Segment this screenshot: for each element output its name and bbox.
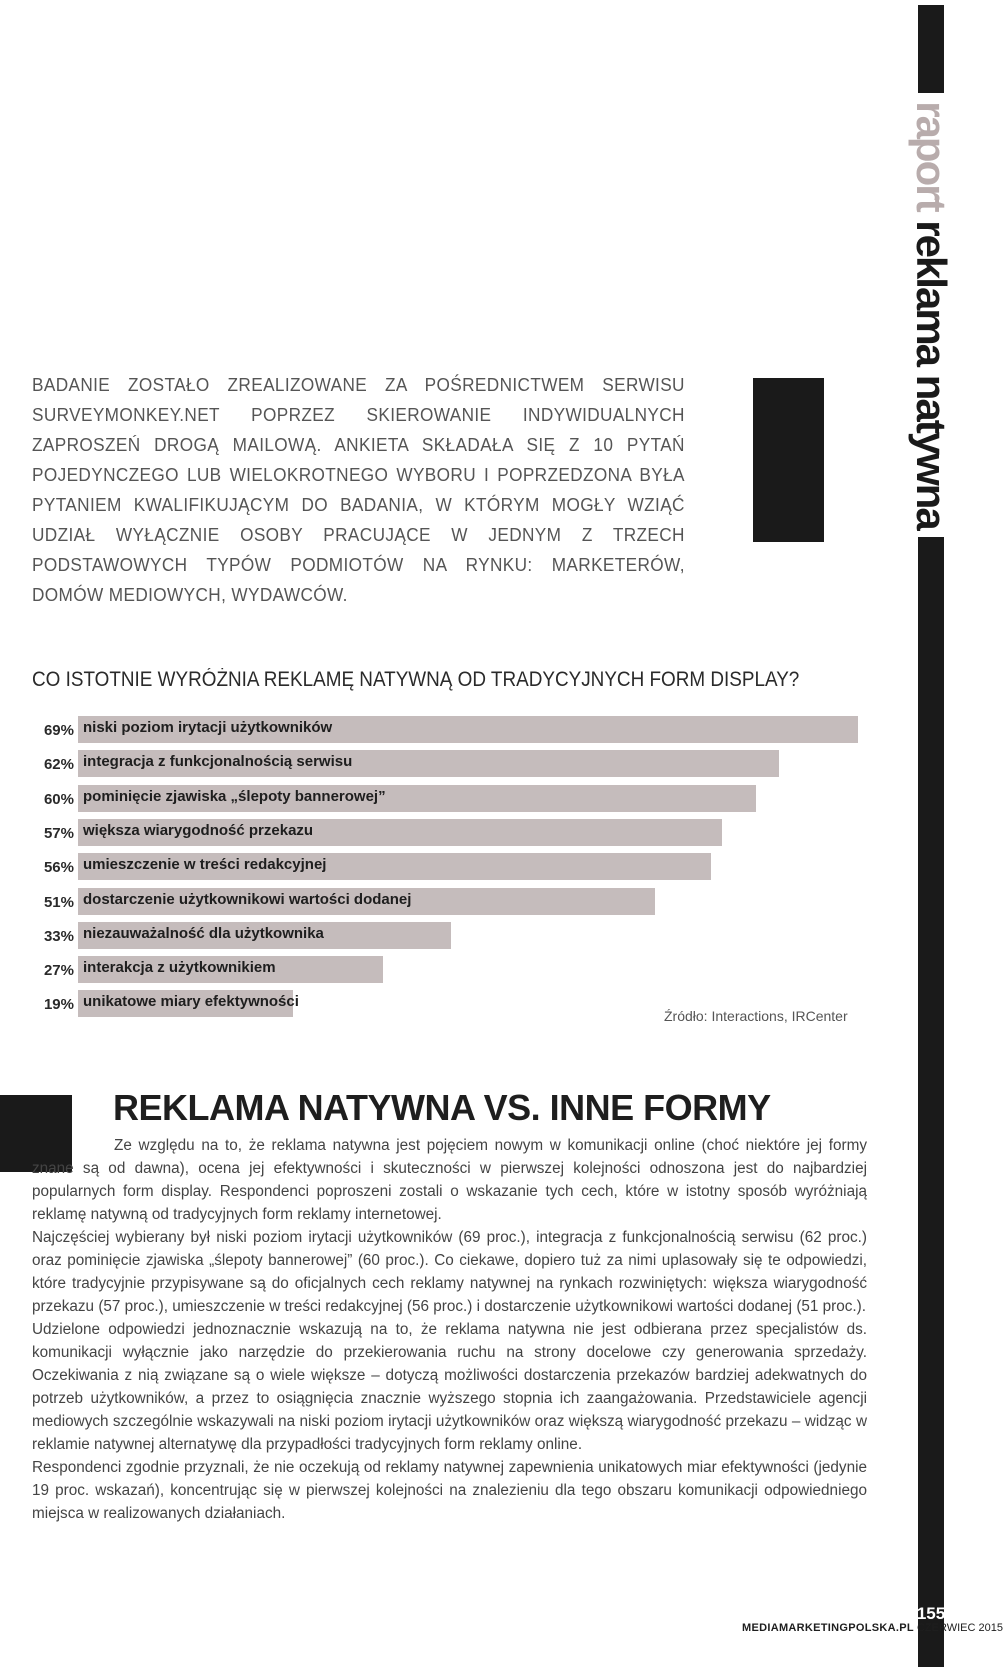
decorative-block	[753, 378, 824, 542]
bar-value-label: 33%	[43, 927, 74, 945]
chart-source: Źródło: Interactions, IRCenter	[664, 1008, 848, 1024]
bar-category-label: niski poziom irytacji użytkowników	[83, 719, 333, 736]
article-paragraph: Udzielone odpowiedzi jednoznacznie wskazują na to, że reklama natywna nie jest odbierana przez specjalistów ds. komunikacji wyłącznie jako narzędzie do przekierowania ruchu na strony docelowe czy generowania sprzedaży. Oczekiwania z nią związane są o wiele większe – dotyczą możliwości dostarczenia przekazów bardziej adekwatnych do potrzeb użytkowników, a przez to osiągnięcia znacznie wyższego stopnia ich zaangażowania. Przedstawiciele agencji mediowych szczególnie wskazywali na niski poziom irytacji użytkowników oraz większą wiarygodność przekazu – widząc w reklamie natywnej alternatywę dla przypadłości tradycyjnych form reklamy online.	[32, 1321, 867, 1453]
article-paragraph: Najczęściej wybierany był niski poziom irytacji użytkowników (69 proc.), integracja z funkcjonalnością serwisu (62 proc.) oraz pominięcie zjawiska „ślepoty bannerowej” (60 proc.). Co ciekawe, dopiero tuż za nimi uplasowały się te odpowiedzi, które tradycyjnie przypisywane są do oficjalnych cech reklamy natywnej na rynkach rozwiniętych: większa wiarygodność przekazu (57 proc.), umieszczenie w treści redakcyjnej (56 proc.) i dostarczenie użytkownikowi wartości dodanej (51 proc.).	[32, 1229, 867, 1315]
side-strip-bottom	[918, 537, 944, 1667]
section-label-topic: reklama natywna	[908, 220, 955, 529]
article-paragraph: Respondenci zgodnie przyznali, że nie oczekują od reklamy natywnej zapewnienia unikatowych miar efektywności (jedynie 19 proc. wskazań), koncentrując się w pierwszej kolejności na znalezieniu dla tego obszaru komunikacji odpowiedniego miejsca w realizowanych działaniach.	[32, 1459, 867, 1522]
bar-value-label: 19%	[43, 996, 74, 1014]
bar-category-label: umieszczenie w treści redakcyjnej	[83, 856, 327, 874]
bar-category-label: interakcja z użytkownikiem	[83, 959, 276, 977]
footer-date: CZERWIEC 2015	[916, 1622, 1003, 1634]
bar-value-label: 51%	[43, 893, 74, 911]
bar-value-label: 27%	[43, 962, 74, 980]
bar-category-label: unikatowe miary efektywności	[83, 993, 299, 1011]
section-label-vertical	[908, 95, 955, 535]
article-heading: REKLAMA NATYWNA VS. INNE FORMY	[113, 1087, 771, 1128]
page-number: 155	[916, 1604, 946, 1623]
side-strip-top	[918, 5, 944, 93]
bar-category-label: pominięcie zjawiska „ślepoty bannerowej”	[83, 787, 386, 805]
bar-value-label: 62%	[43, 756, 74, 774]
bar-value-label: 60%	[43, 790, 74, 808]
bar-value-label: 56%	[43, 859, 74, 877]
footer-site: MEDIAMARKETINGPOLSKA.PL	[742, 1622, 914, 1634]
methodology-note: BADANIE ZOSTAŁO ZREALIZOWANE ZA POŚREDNICTWEM SERWISU SURVEYMONKEY.NET POPRZEZ SKIEROWANIE INDYWIDUALNYCH ZAPROSZEŃ DROGĄ MAILOWĄ. ANKIETA SKŁADAŁA SIĘ Z 10 PYTAŃ POJEDYNCZEGO LUB WIELOKROTNEGO WYBORU I POPRZEDZONA BYŁA PYTANIEM KWALIFIKUJĄCYM DO BADANIA, W KTÓRYM MOGŁY WZIĄĆ UDZIAŁ WYŁĄCZNIE OSOBY PRACUJĄCE W JEDNYM Z TRZECH PODSTAWOWYCH TYPÓW PODMIOTÓW NA RYNKU: MARKETERÓW, DOMÓW MEDIOWYCH, WYDAWCÓW.	[32, 374, 685, 605]
bar-category-label: większa wiarygodność przekazu	[83, 821, 314, 839]
article-paragraph-text: Ze względu na to, że reklama natywna jest pojęciem nowym w komunikacji online (choć niektóre jej formy znane są od dawna), ocena jej efektywności i skuteczności w pierwszej kolejności odnoszona jest do najbardziej popularnych form display. Respondenci poproszeni zostali o wskazanie tych cech, które w istotny sposób wyróżniają reklamę natywną od tradycyjnych form reklamy internetowej.	[32, 1137, 867, 1223]
bar-value-label: 69%	[43, 722, 74, 739]
article-body	[32, 1134, 867, 1525]
bar-value-label: 57%	[43, 824, 74, 842]
article-paragraph	[32, 1134, 867, 1226]
bar-category-label: dostarczenie użytkownikowi wartości dodanej	[83, 890, 412, 908]
bar-category-label: integracja z funkcjonalnością serwisu	[83, 753, 353, 771]
section-label-raport: raport	[908, 101, 955, 211]
bar-chart	[0, 716, 900, 1026]
chart-title: CO ISTOTNIE WYRÓŻNIA REKLAMĘ NATYWNĄ OD TRADYCYJNYCH FORM DISPLAY?	[32, 668, 800, 691]
footer	[742, 1622, 1003, 1634]
bar-category-label: niezauważalność dla użytkownika	[83, 924, 324, 942]
